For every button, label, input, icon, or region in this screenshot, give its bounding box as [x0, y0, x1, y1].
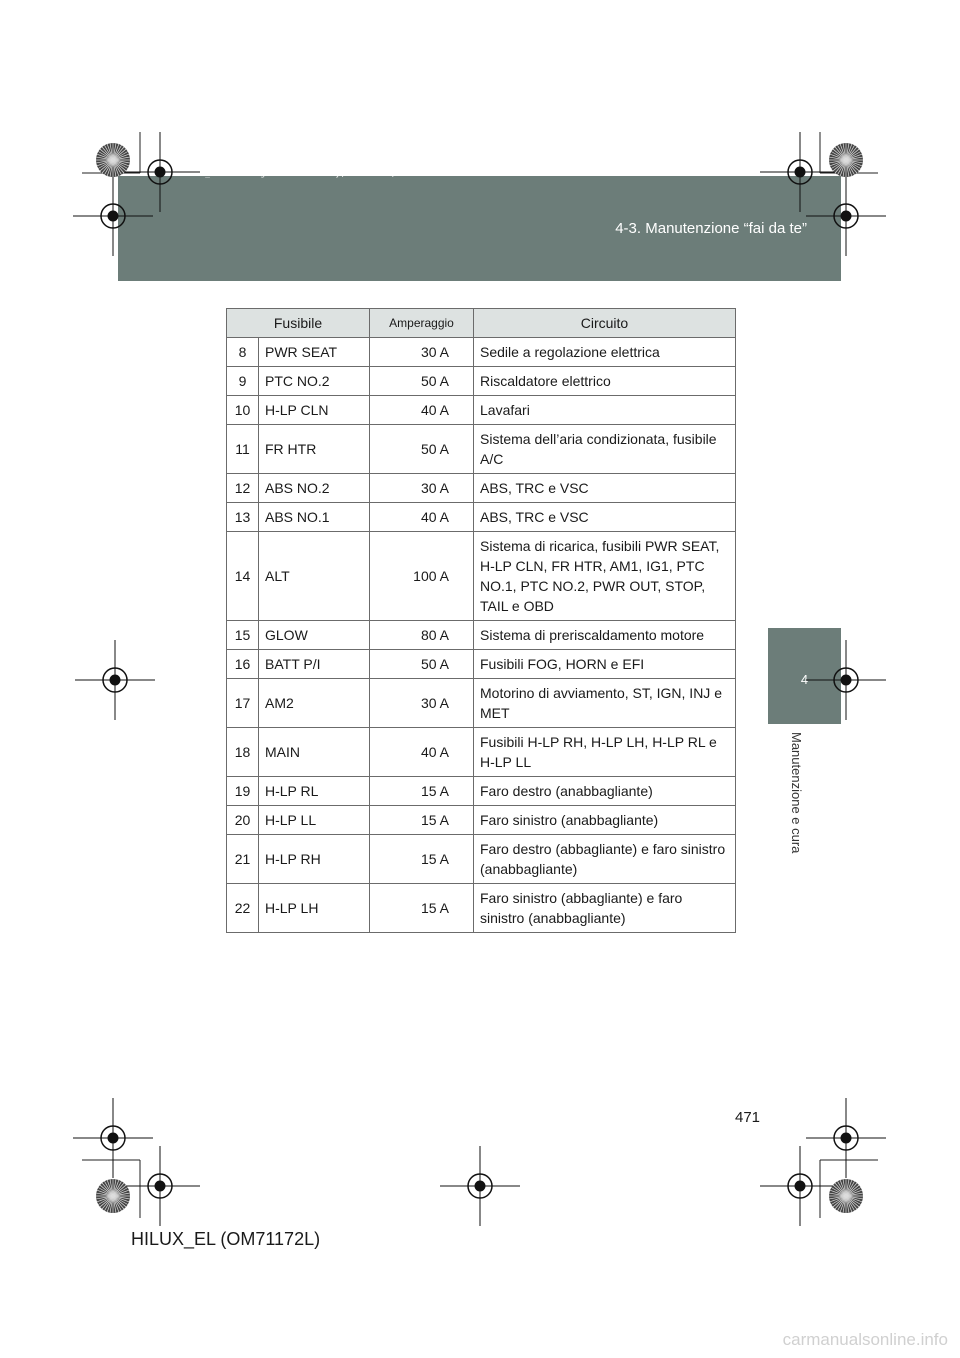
- fuse-number-cell: 11: [227, 425, 259, 474]
- fuse-circuit-cell: Motorino di avviamento, ST, IGN, INJ e MET: [474, 679, 736, 728]
- fuse-number-cell: 19: [227, 777, 259, 806]
- registration-target-icon: [806, 640, 886, 720]
- watermark: carmanualsonline.info: [782, 1330, 948, 1349]
- color-rosette-icon: [96, 1179, 130, 1213]
- fuse-name-cell: GLOW: [259, 621, 370, 650]
- registration-target-icon: [120, 132, 200, 212]
- fuse-circuit-cell: Sistema dell’aria condizionata, fusibile A/C: [474, 425, 736, 474]
- fuse-number-cell: 10: [227, 396, 259, 425]
- header-fusibile: Fusibile: [227, 309, 370, 338]
- fuse-name-cell: AM2: [259, 679, 370, 728]
- fuse-name-cell: FR HTR: [259, 425, 370, 474]
- fuse-number-cell: 9: [227, 367, 259, 396]
- fuse-number-cell: 16: [227, 650, 259, 679]
- fuse-number-cell: 22: [227, 884, 259, 933]
- fuse-amperage-cell: 40 A: [370, 503, 474, 532]
- fuse-circuit-cell: Riscaldatore elettrico: [474, 367, 736, 396]
- fuse-name-cell: ALT: [259, 532, 370, 621]
- fuse-number-cell: 18: [227, 728, 259, 777]
- fuse-number-cell: 15: [227, 621, 259, 650]
- fuse-amperage-cell: 50 A: [370, 425, 474, 474]
- fuse-amperage-cell: 40 A: [370, 728, 474, 777]
- registration-target-icon: [73, 1098, 153, 1178]
- fuse-name-cell: PTC NO.2: [259, 367, 370, 396]
- fuse-name-cell: BATT P/I: [259, 650, 370, 679]
- chapter-number: 4: [800, 672, 809, 687]
- section-title: 4-3. Manutenzione “fai da te”: [615, 220, 807, 237]
- registration-target-icon: [120, 1146, 200, 1226]
- fuse-amperage-cell: 15 A: [370, 806, 474, 835]
- registration-target-icon: [760, 1146, 840, 1226]
- color-rosette-icon: [829, 1179, 863, 1213]
- fuse-circuit-cell: Faro sinistro (abbagliante) e faro sinistro (anabbagliante): [474, 884, 736, 933]
- fuse-number-cell: 14: [227, 532, 259, 621]
- registration-target-icon: [440, 1146, 520, 1226]
- fuse-number-cell: 20: [227, 806, 259, 835]
- color-rosette-icon: [96, 143, 130, 177]
- registration-target-icon: [760, 132, 840, 212]
- book-stamp: HILUX_EL.book Page 471 Wednesday, March 23, 2011 3:30 PM: [180, 169, 461, 178]
- fuse-name-cell: PWR SEAT: [259, 338, 370, 367]
- registration-target-icon: [73, 176, 153, 256]
- fuse-name-cell: H-LP RL: [259, 777, 370, 806]
- fuse-amperage-cell: 80 A: [370, 621, 474, 650]
- fuse-number-cell: 13: [227, 503, 259, 532]
- fuse-name-cell: H-LP CLN: [259, 396, 370, 425]
- fuse-circuit-cell: ABS, TRC e VSC: [474, 503, 736, 532]
- fuse-name-cell: ABS NO.2: [259, 474, 370, 503]
- fuse-name-cell: ABS NO.1: [259, 503, 370, 532]
- fuse-amperage-cell: 30 A: [370, 679, 474, 728]
- fuse-amperage-cell: 100 A: [370, 532, 474, 621]
- fuse-circuit-cell: Sedile a regolazione elettrica: [474, 338, 736, 367]
- fuse-circuit-cell: Faro destro (anabbagliante): [474, 777, 736, 806]
- fuse-amperage-cell: 15 A: [370, 777, 474, 806]
- fuse-circuit-cell: Faro destro (abbagliante) e faro sinistro (anabbagliante): [474, 835, 736, 884]
- fuse-name-cell: H-LP LH: [259, 884, 370, 933]
- fuse-amperage-cell: 40 A: [370, 396, 474, 425]
- model-code: HILUX_EL (OM71172L): [131, 1229, 321, 1249]
- fuse-circuit-cell: Fusibili FOG, HORN e EFI: [474, 650, 736, 679]
- fuse-circuit-cell: Faro sinistro (anabbagliante): [474, 806, 736, 835]
- chapter-label: Manutenzione e cura: [789, 732, 804, 854]
- fuse-amperage-cell: 15 A: [370, 884, 474, 933]
- fuse-circuit-cell: Sistema di ricarica, fusibili PWR SEAT, H-LP CLN, FR HTR, AM1, IG1, PTC NO.1, PTC NO.2, PWR OUT, STOP, TAIL e OBD: [474, 532, 736, 621]
- fuse-circuit-cell: Lavafari: [474, 396, 736, 425]
- fuse-amperage-cell: 15 A: [370, 835, 474, 884]
- fuse-number-cell: 21: [227, 835, 259, 884]
- fuse-number-cell: 12: [227, 474, 259, 503]
- registration-target-icon: [806, 176, 886, 256]
- color-rosette-icon: [829, 143, 863, 177]
- header-circuito: Circuito: [474, 309, 736, 338]
- fuse-circuit-cell: ABS, TRC e VSC: [474, 474, 736, 503]
- fuse-circuit-cell: Sistema di preriscaldamento motore: [474, 621, 736, 650]
- fuse-circuit-cell: Fusibili H-LP RH, H-LP LH, H-LP RL e H-LP LL: [474, 728, 736, 777]
- fuse-name-cell: H-LP RH: [259, 835, 370, 884]
- page-number: 471: [735, 1109, 761, 1126]
- registration-target-icon: [75, 640, 155, 720]
- fuse-amperage-cell: 50 A: [370, 367, 474, 396]
- fuse-amperage-cell: 30 A: [370, 474, 474, 503]
- fuse-number-cell: 17: [227, 679, 259, 728]
- fuse-amperage-cell: 30 A: [370, 338, 474, 367]
- fuse-amperage-cell: 50 A: [370, 650, 474, 679]
- fuse-number-cell: 8: [227, 338, 259, 367]
- fuse-name-cell: H-LP LL: [259, 806, 370, 835]
- registration-target-icon: [806, 1098, 886, 1178]
- header-amperaggio: Amperaggio: [370, 309, 474, 338]
- fuse-name-cell: MAIN: [259, 728, 370, 777]
